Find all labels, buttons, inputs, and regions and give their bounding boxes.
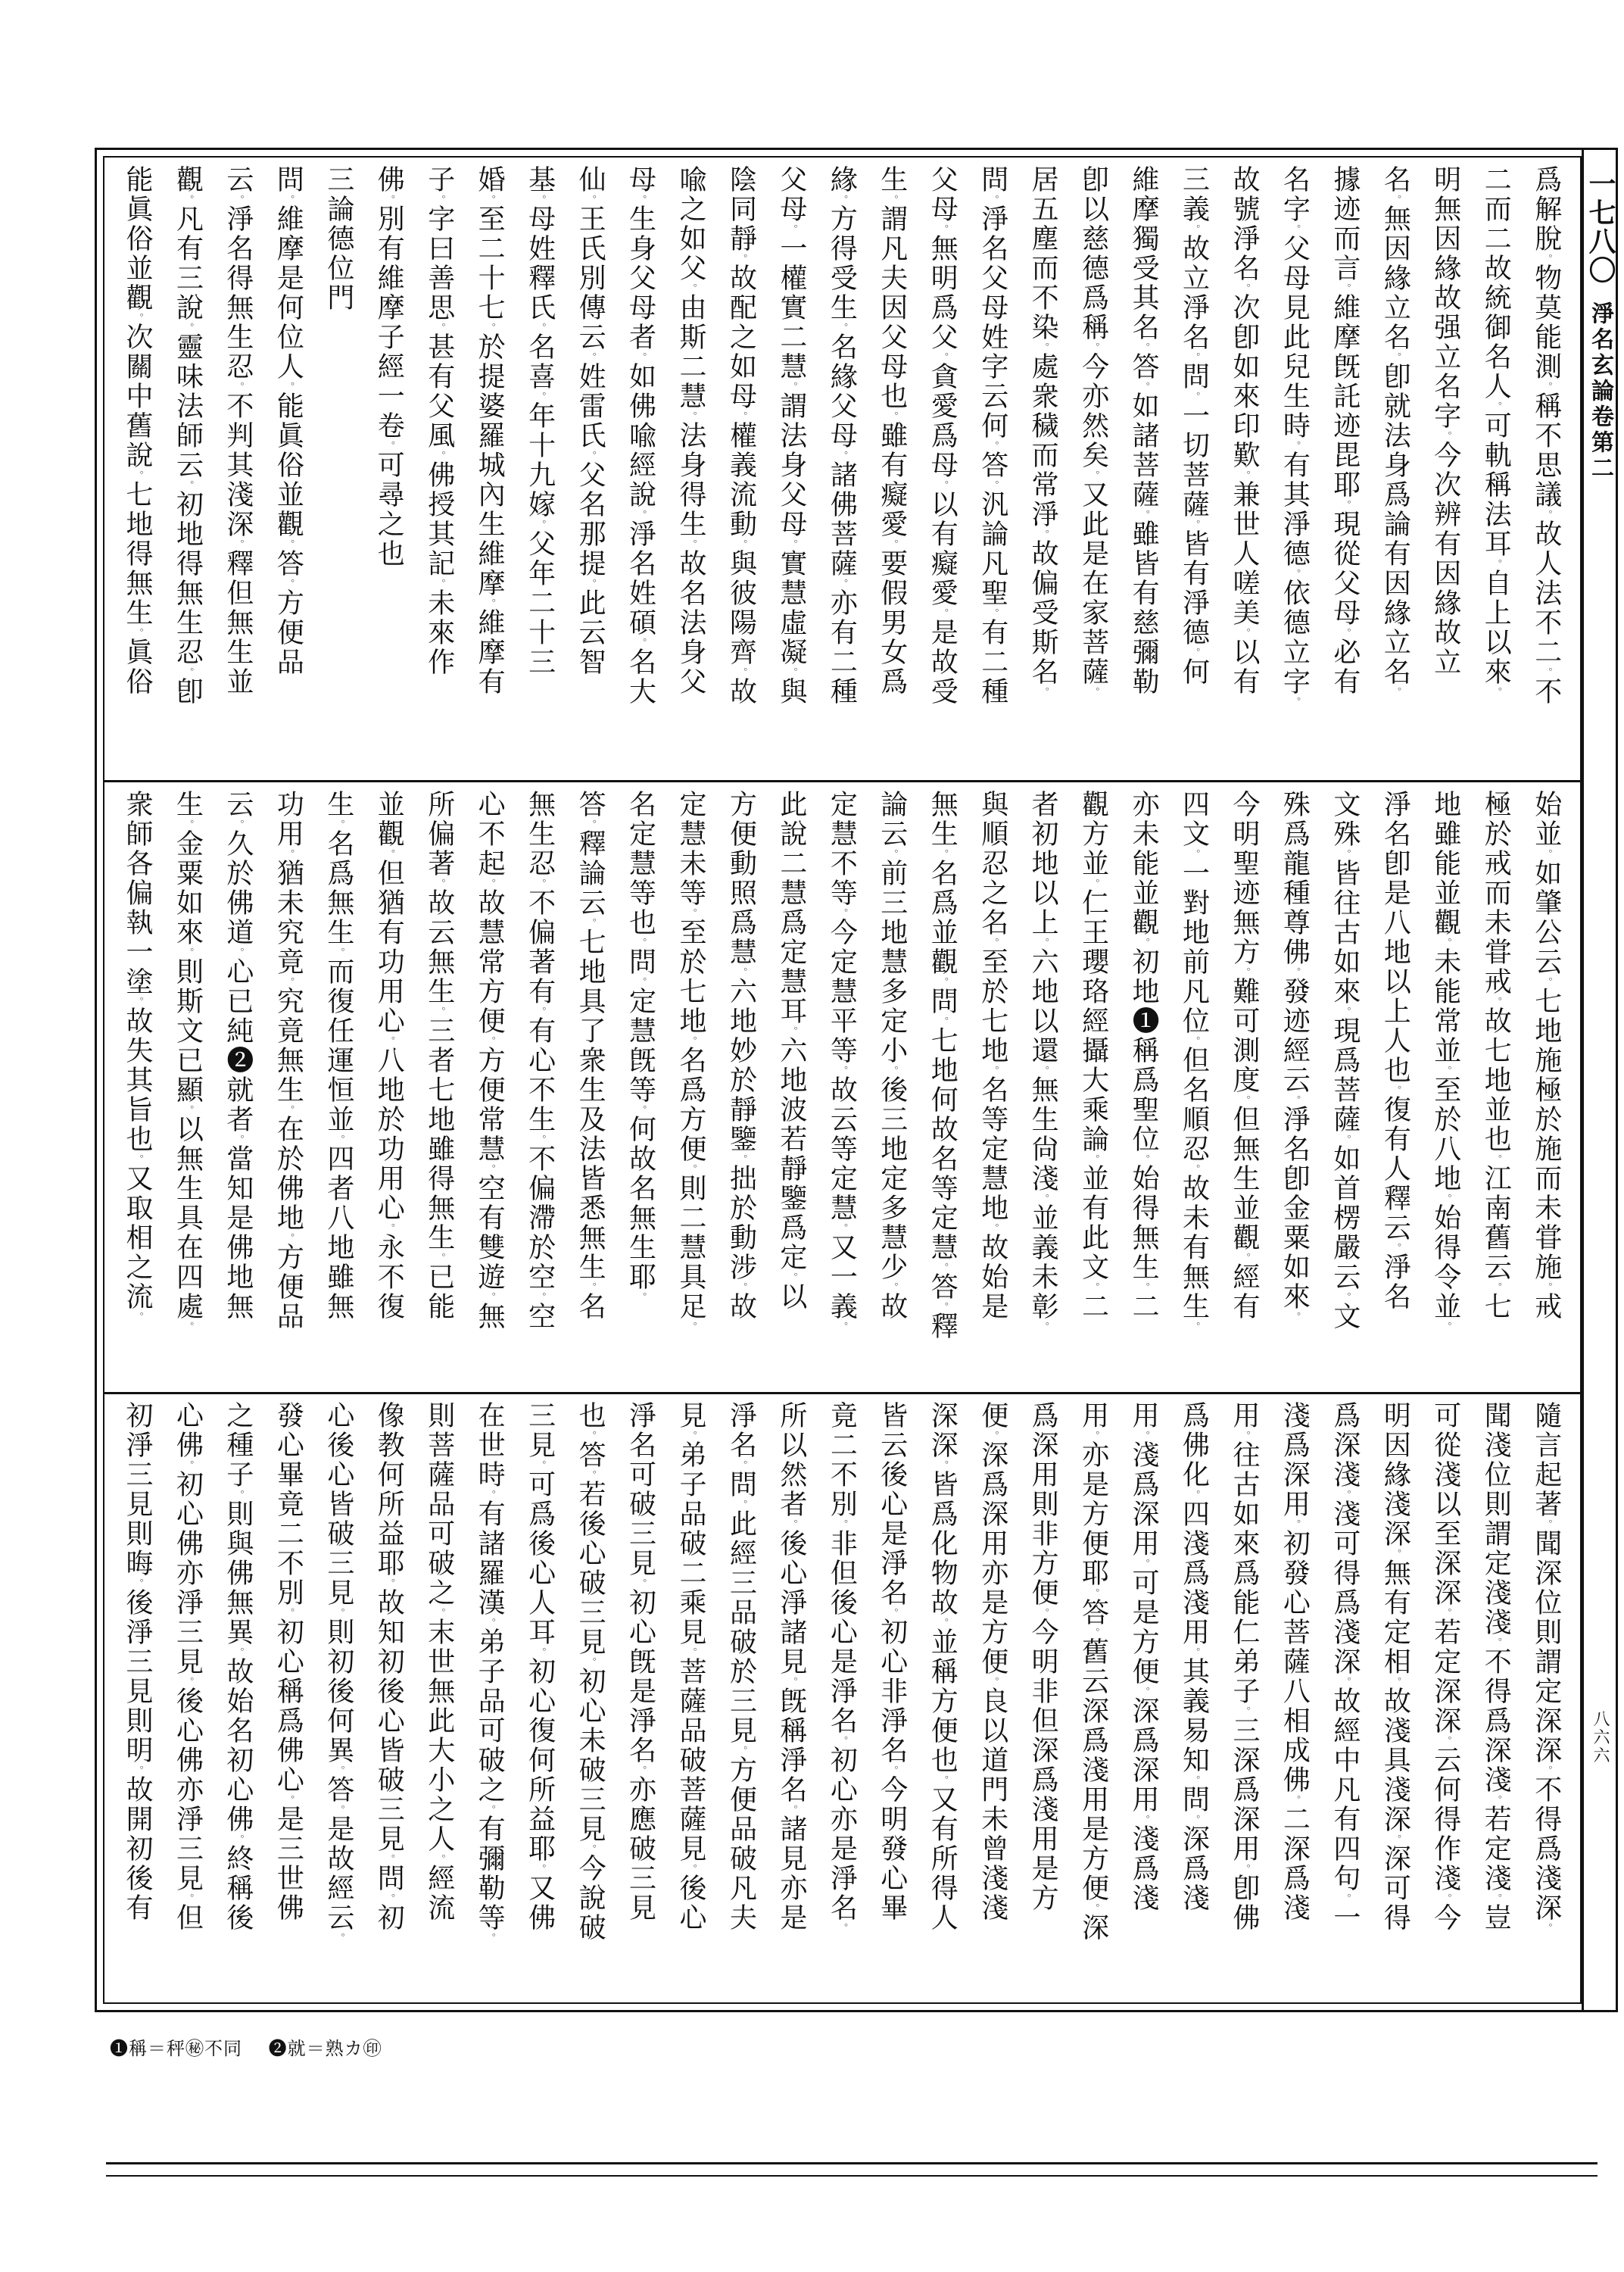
text-column: 與順忍之名。至於七地。名等定慧地。故始是	[977, 790, 1008, 1322]
text-column: 據迹而言。維摩旣託迹毘耶。現從父母。必有	[1329, 165, 1361, 697]
text-column: 生。金粟如來。則斯文已顯。以無生具在四處。	[172, 790, 204, 1331]
text-column: 皆云後心是淨名。初心非淨名。今明發心畢	[876, 1401, 908, 1923]
text-column: 衆師各偏執一塗。故失其旨也。又取相之流。	[122, 790, 153, 1322]
page-number: 一七八〇	[1585, 170, 1616, 285]
text-column: 母。生身父母者。如佛喩經說。淨名姓碩。名大	[625, 165, 656, 707]
text-column: 定慧不等。今定慧平等。故云等定慧。又一義。	[826, 790, 858, 1331]
text-column: 云。淨名得無生忍。不判其淺深。釋但無生並	[222, 165, 254, 697]
text-column: 明因緣淺深。無有定相。故淺具淺深。深可得	[1379, 1401, 1411, 1933]
text-column: 深深。皆爲化物故。並稱方便也。又有所得人	[927, 1401, 959, 1933]
text-column: 所偏著。故云無生。三者七地雖得無生。已能	[423, 790, 455, 1322]
text-area	[103, 156, 1582, 2004]
text-column: 故號淨名。次卽如來印歎。兼世人嗟美。以有	[1228, 165, 1260, 697]
text-column: 陰同靜。故配之如母。權義流動。與彼陽齊。故	[725, 165, 757, 707]
text-column: 子。字曰善思。甚有父風。佛授其記。未來作	[423, 165, 455, 677]
text-column: 淨名。問。此經三品破於三見。方便品破凡夫	[725, 1401, 757, 1933]
footnote-1: ❶稱＝秤㊙不同	[110, 2038, 242, 2059]
text-column: 爲深淺。淺可得爲淺深。故經中凡有四句。一	[1329, 1401, 1361, 1933]
text-column: 用。往古如來爲能仁弟子。三深爲深用。卽佛	[1228, 1401, 1260, 1933]
text-column: 居五塵而不染。處衆穢而常淨。故偏受斯名。	[1027, 165, 1059, 697]
text-column: 此說二慧爲定慧耳。六地波若靜鑒爲定。以	[775, 790, 807, 1312]
text-column: 三論德位門	[323, 165, 354, 313]
register-divider	[104, 780, 1580, 782]
text-column: 三義。故立淨名。問。一切菩薩。皆有淨德。何	[1178, 165, 1210, 687]
text-column: 觀方並。仁王瓔珞經攝大乘論。並有此文。二	[1077, 790, 1109, 1322]
text-column: 也。答。若後心破三見。初心未破三見。今說破	[575, 1401, 606, 1943]
footnote-2: ❷就＝熟カ㊞	[268, 2038, 382, 2059]
text-column: 地雖能並觀。未能常並。至於八地。始得令並。	[1429, 790, 1461, 1331]
text-column: 發心畢竟二不別。初心稱爲佛心。是三世佛	[273, 1401, 304, 1923]
text-column: 淺爲深用。初發心菩薩八相成佛。二深爲淺	[1279, 1401, 1311, 1923]
text-column: 初淨三見則晦。後淨三見則明。故開初後有	[122, 1401, 153, 1923]
text-column: 竟二不別。非但後心是淨名。初心亦是淨名。	[826, 1401, 858, 1933]
text-column: 殊爲龍種尊佛。發迹經云。淨名卽金粟如來。	[1279, 790, 1311, 1322]
text-column: 者初地以上。六地以還。無生尙淺。並義未彰。	[1027, 790, 1059, 1331]
text-column: 答。釋論云。七地具了衆生及法皆悉無生。名	[575, 790, 606, 1322]
text-column: 隨言起著。聞深位則謂定深深。不得爲淺深。	[1530, 1401, 1562, 1933]
text-column: 婚。至二十七。於提婆羅城內生維摩。維摩有	[474, 165, 506, 697]
text-column: 仙。王氏別傳云。姓雷氏。父名那提。此云智	[575, 165, 606, 677]
text-column: 用。亦是方便耶。答。舊云深爲淺用是方便。深	[1077, 1401, 1109, 1943]
text-column: 爲深用則非方便。今明非但深爲淺用是方	[1027, 1401, 1059, 1913]
text-column: 問。淨名父母姓字云何。答。汎論凡聖。有二種	[977, 165, 1008, 707]
text-column: 論云。前三地慧多定小。後三地定多慧少。故	[876, 790, 908, 1322]
text-column: 之種子。則與佛無異。故始名初心佛。終稱後	[222, 1401, 254, 1933]
volume-title: 淨名玄論卷第二	[1587, 301, 1613, 482]
text-column: 明無因緣故强立名字。今次辨有因緣故立	[1429, 165, 1461, 677]
upper-register	[112, 165, 1571, 771]
footnotes	[110, 2033, 402, 2060]
text-column: 生。謂凡夫因父母也。雖有癡愛。要假男女爲	[876, 165, 908, 697]
text-column: 聞淺位則謂定淺淺。不得爲深淺。若定淺。豈	[1480, 1401, 1512, 1933]
text-column: 像教何所益耶。故知初後心皆破三見。問。初	[373, 1401, 405, 1933]
text-column: 四文。一對地前凡位。但名順忍。故未有無生。	[1178, 790, 1210, 1331]
text-column: 佛。別有維摩子經一卷。可尋之也	[373, 165, 405, 569]
text-column: 淨名可破三見。初心旣是淨名。亦應破三見	[625, 1401, 656, 1923]
text-column: 則菩薩品可破之。末世無此大小之人。經流	[423, 1401, 455, 1923]
text-column: 可從淺以至深深。若定深深。云何得作淺。今	[1429, 1401, 1461, 1933]
text-column: 父母。無明爲父。貪愛爲母。以有癡愛。是故受	[927, 165, 959, 707]
text-column: 便。深爲深用亦是方便。良以道門未曾淺淺	[977, 1401, 1008, 1923]
text-column: 三見。可爲後心人耳。初心復何所益耶。又佛	[524, 1401, 556, 1933]
text-column: 始並。如肇公云。七地施極於施而未甞施。戒	[1530, 790, 1562, 1322]
bottom-rule	[106, 2175, 1598, 2177]
register-divider	[104, 1392, 1580, 1394]
text-column: 能眞俗並觀。次關中舊說。七地得無生。眞俗	[122, 165, 153, 697]
page-header-column	[1582, 150, 1616, 2010]
text-column: 無生。名爲並觀。問。七地何故名等定慧。答。釋	[927, 790, 959, 1341]
text-column: 用。淺爲深用。可是方便。深爲深用。淺爲淺	[1128, 1401, 1160, 1913]
text-column: 卽以慈德爲稱。今亦然矣。又此是在家菩薩。	[1077, 165, 1109, 697]
page-frame	[95, 148, 1618, 2012]
text-column: 方便動照爲慧。六地妙於靜鑒。拙於動涉。故	[725, 790, 757, 1322]
text-column: 極於戒而未甞戒。故七地並也。江南舊云。七	[1480, 790, 1512, 1322]
text-column: 並觀。但猶有功用心。八地於功用心。永不復	[373, 790, 405, 1322]
text-column: 淨名卽是八地以上人也。復有人釋云。淨名	[1379, 790, 1411, 1312]
text-column: 生。名爲無生。而復任運恒並。四者八地雖無	[323, 790, 354, 1322]
text-column: 定慧未等。至於七地。名爲方便。則二慧具足。	[675, 790, 706, 1331]
text-column: 喩之如父。由斯二慧。法身得生。故名法身父	[675, 165, 706, 697]
text-column: 心不起。故慧常方便。方便常慧。空有雙遊。無	[474, 790, 506, 1331]
bottom-rule	[106, 2162, 1598, 2164]
text-column: 無生忍。不偏著有。有心不生。不偏滯於空。空	[524, 790, 556, 1331]
text-column: 問。維摩是何位人。能眞俗並觀。答。方便品	[273, 165, 304, 677]
text-column: 爲解脫。物莫能測。稱不思議。故人法不二。不	[1530, 165, 1562, 707]
text-column: 功用。猶未究竟。究竟無生。在於佛地。方便品	[273, 790, 304, 1331]
text-column: 所以然者。後心淨諸見。旣稱淨名。諸見亦是	[775, 1401, 807, 1933]
text-column: 名。無因緣立名。卽就法身爲論有因緣立名。	[1379, 165, 1411, 697]
text-column: 心後心皆破三見。則初後何異。答。是故經云。	[323, 1401, 354, 1943]
text-column: 基。母姓釋氏。名喜。年十九嫁。父年二十三	[524, 165, 556, 677]
middle-register	[112, 790, 1571, 1396]
text-column: 緣。方得受生。名緣父母。諸佛菩薩。亦有二種	[826, 165, 858, 707]
side-page-number: 八六六	[1591, 1710, 1610, 1765]
text-column: 二而二故統御名人。可軌稱法耳。自上以來。	[1480, 165, 1512, 697]
text-column: 父母。一權實二慧。謂法身父母。實慧虛凝。與	[775, 165, 807, 707]
text-column: 見。弟子品破二乘見。菩薩品破菩薩見。後心	[675, 1401, 706, 1933]
text-column: 亦未能並觀。初地❶稱爲聖位。始得無生。二	[1128, 790, 1160, 1322]
text-column: 云。久於佛道。心已純❷就者。當知是佛地無	[222, 790, 254, 1322]
text-column: 維摩獨受其名。答。如諸菩薩。雖皆有慈彌勒	[1128, 165, 1160, 697]
text-column: 名定慧等也。問。定慧旣等。何故名無生耶。	[625, 790, 656, 1302]
lower-register	[112, 1401, 1571, 2007]
text-column: 觀。凡有三說。靈味法師云。初地得無生忍。卽	[172, 165, 204, 707]
text-column: 文殊。皆往古如來。現爲菩薩。如首楞嚴云。文	[1329, 790, 1361, 1331]
text-column: 今明聖迹無方。難可測度。但無生並觀。經有	[1228, 790, 1260, 1322]
text-column: 在世時。有諸羅漢。弟子品可破之。有彌勒等。	[474, 1401, 506, 1943]
text-column: 名字。父母見此兒生時。有其淨德。依德立字。	[1279, 165, 1311, 707]
text-column: 心佛。初心佛亦淨三見。後心佛亦淨三見。但	[172, 1401, 204, 1933]
text-column: 爲佛化。四淺爲淺用。其義易知。問。深爲淺	[1178, 1401, 1210, 1913]
